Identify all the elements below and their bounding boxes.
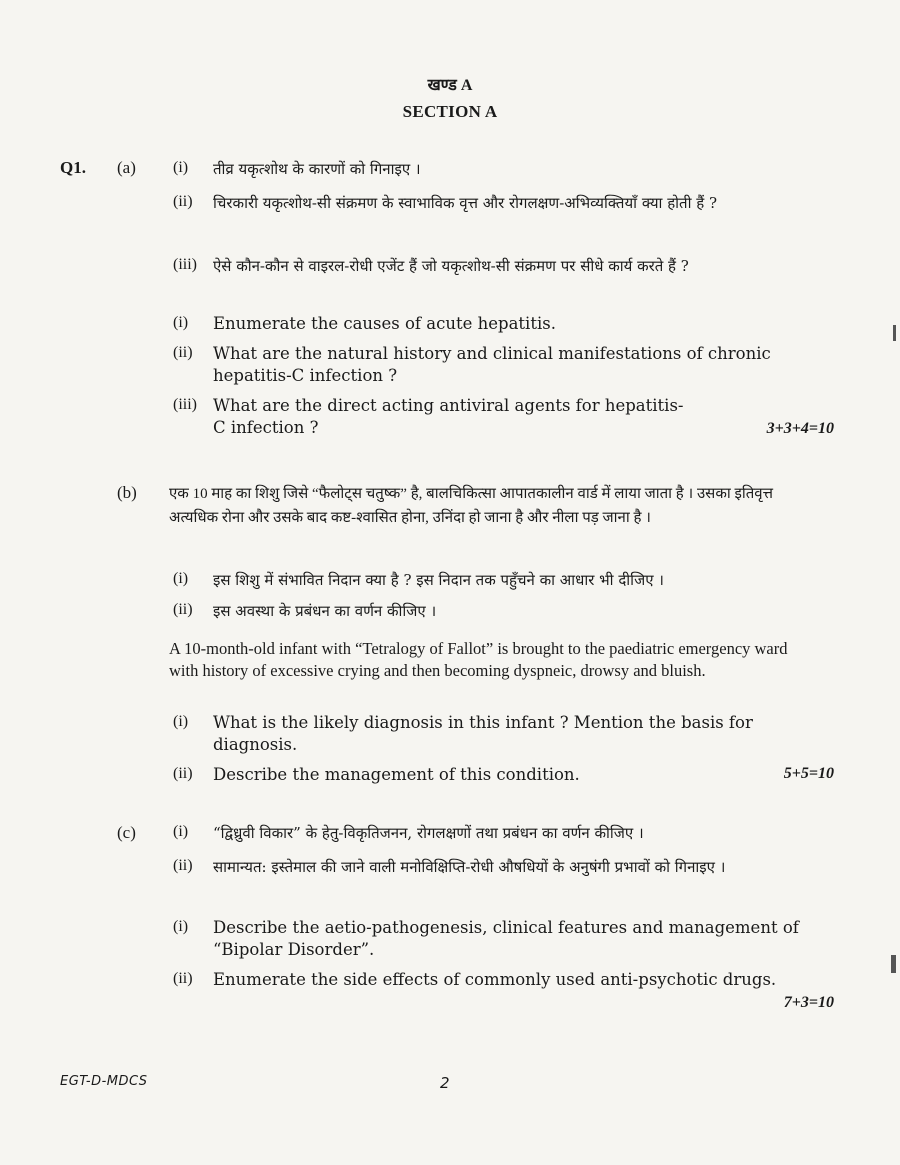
- b-intro-hindi: एक 10 माह का शिशु जिसे “फैलोट्स चतुष्क” है, बालचिकित्सा आपातकालीन वार्ड में लाया जाता है । उसका इतिवृत्त अत्यधिक रोना और उसके बाद कष्ट-श्वासित होना, उनिंदा हो जाना है और नीला पड़ जाना है ।: [169, 486, 773, 526]
- section-heading-english: SECTION A: [402, 102, 498, 121]
- b-hindi-i-label: (i): [173, 570, 189, 587]
- a-hindi-i-label: (i): [173, 159, 189, 176]
- scan-edge-mark: [893, 325, 896, 341]
- c-hindi-ii-label: (ii): [173, 857, 193, 874]
- part-c-label: (c): [117, 823, 136, 842]
- c-marks: 7+3=10: [783, 994, 834, 1011]
- scan-edge-mark: [891, 955, 896, 973]
- a-english-i-text: Enumerate the causes of acute hepatitis.: [213, 314, 556, 333]
- b-english-ii-label: (ii): [173, 765, 193, 782]
- part-b-label: (b): [117, 483, 137, 502]
- b-hindi-i-text: इस शिशु में संभावित निदान क्या है ? इस निदान तक पहुँचने का आधार भी दीजिए ।: [213, 571, 664, 589]
- c-english-i-label: (i): [173, 918, 189, 935]
- a-hindi-iii-text: ऐसे कौन-कौन से वाइरल-रोधी एजेंट हैं जो यकृत्शोथ-सी संक्रमण पर सीधे कार्य करते हैं ?: [213, 257, 689, 275]
- c-hindi-i-label: (i): [173, 823, 189, 840]
- footer-paper-code: EGT-D-MDCS: [60, 1074, 148, 1089]
- a-english-iii-text: What are the direct acting antiviral agents for hepatitis-C infection ?: [213, 396, 684, 437]
- a-hindi-iii-label: (iii): [173, 256, 197, 273]
- section-heading-hindi: खण्ड A: [427, 77, 473, 94]
- a-english-iii-label: (iii): [173, 396, 197, 413]
- b-marks: 5+5=10: [783, 765, 834, 782]
- c-english-ii-text: Enumerate the side effects of commonly used anti-psychotic drugs.: [213, 970, 777, 989]
- b-english-ii-text: Describe the management of this condition.: [213, 765, 580, 784]
- question-number: Q1.: [60, 158, 86, 177]
- a-hindi-ii-text: चिरकारी यकृत्शोथ-सी संक्रमण के स्वाभाविक वृत्त और रोगलक्षण-अभिव्यक्तियाँ क्या होती हैं ?: [213, 194, 718, 212]
- a-english-ii-text: What are the natural history and clinical manifestations of chronic hepatitis-C infection ?: [213, 344, 771, 385]
- a-hindi-ii-label: (ii): [173, 193, 193, 210]
- a-english-i-label: (i): [173, 314, 189, 331]
- part-a-label: (a): [117, 158, 136, 177]
- b-intro-english: A 10-month-old infant with “Tetralogy of Fallot” is brought to the paediatric emergency ward with history of excessive crying and then becoming dyspneic, drowsy and bluish.: [169, 639, 788, 680]
- b-hindi-ii-text: इस अवस्था के प्रबंधन का वर्णन कीजिए ।: [213, 602, 437, 620]
- c-hindi-i-text: “द्विध्रुवी विकार” के हेतु-विकृतिजनन, रोगलक्षणों तथा प्रबंधन का वर्णन कीजिए ।: [213, 824, 644, 842]
- c-hindi-ii-text: सामान्यत: इस्तेमाल की जाने वाली मनोविक्षिप्ति-रोधी औषधियों के अनुषंगी प्रभावों को गिनाइए ।: [213, 858, 726, 876]
- c-english-ii-label: (ii): [173, 970, 193, 987]
- footer-page-number: 2: [440, 1074, 450, 1092]
- a-english-ii-label: (ii): [173, 344, 193, 361]
- a-marks: 3+3+4=10: [766, 420, 834, 437]
- b-english-i-label: (i): [173, 713, 189, 730]
- b-english-i-text: What is the likely diagnosis in this infant ? Mention the basis for diagnosis.: [213, 713, 753, 754]
- a-hindi-i-text: तीव्र यकृत्शोथ के कारणों को गिनाइए ।: [213, 160, 421, 178]
- c-english-i-text: Describe the aetio-pathogenesis, clinical features and management of “Bipolar Disorder”.: [213, 918, 799, 959]
- b-hindi-ii-label: (ii): [173, 601, 193, 618]
